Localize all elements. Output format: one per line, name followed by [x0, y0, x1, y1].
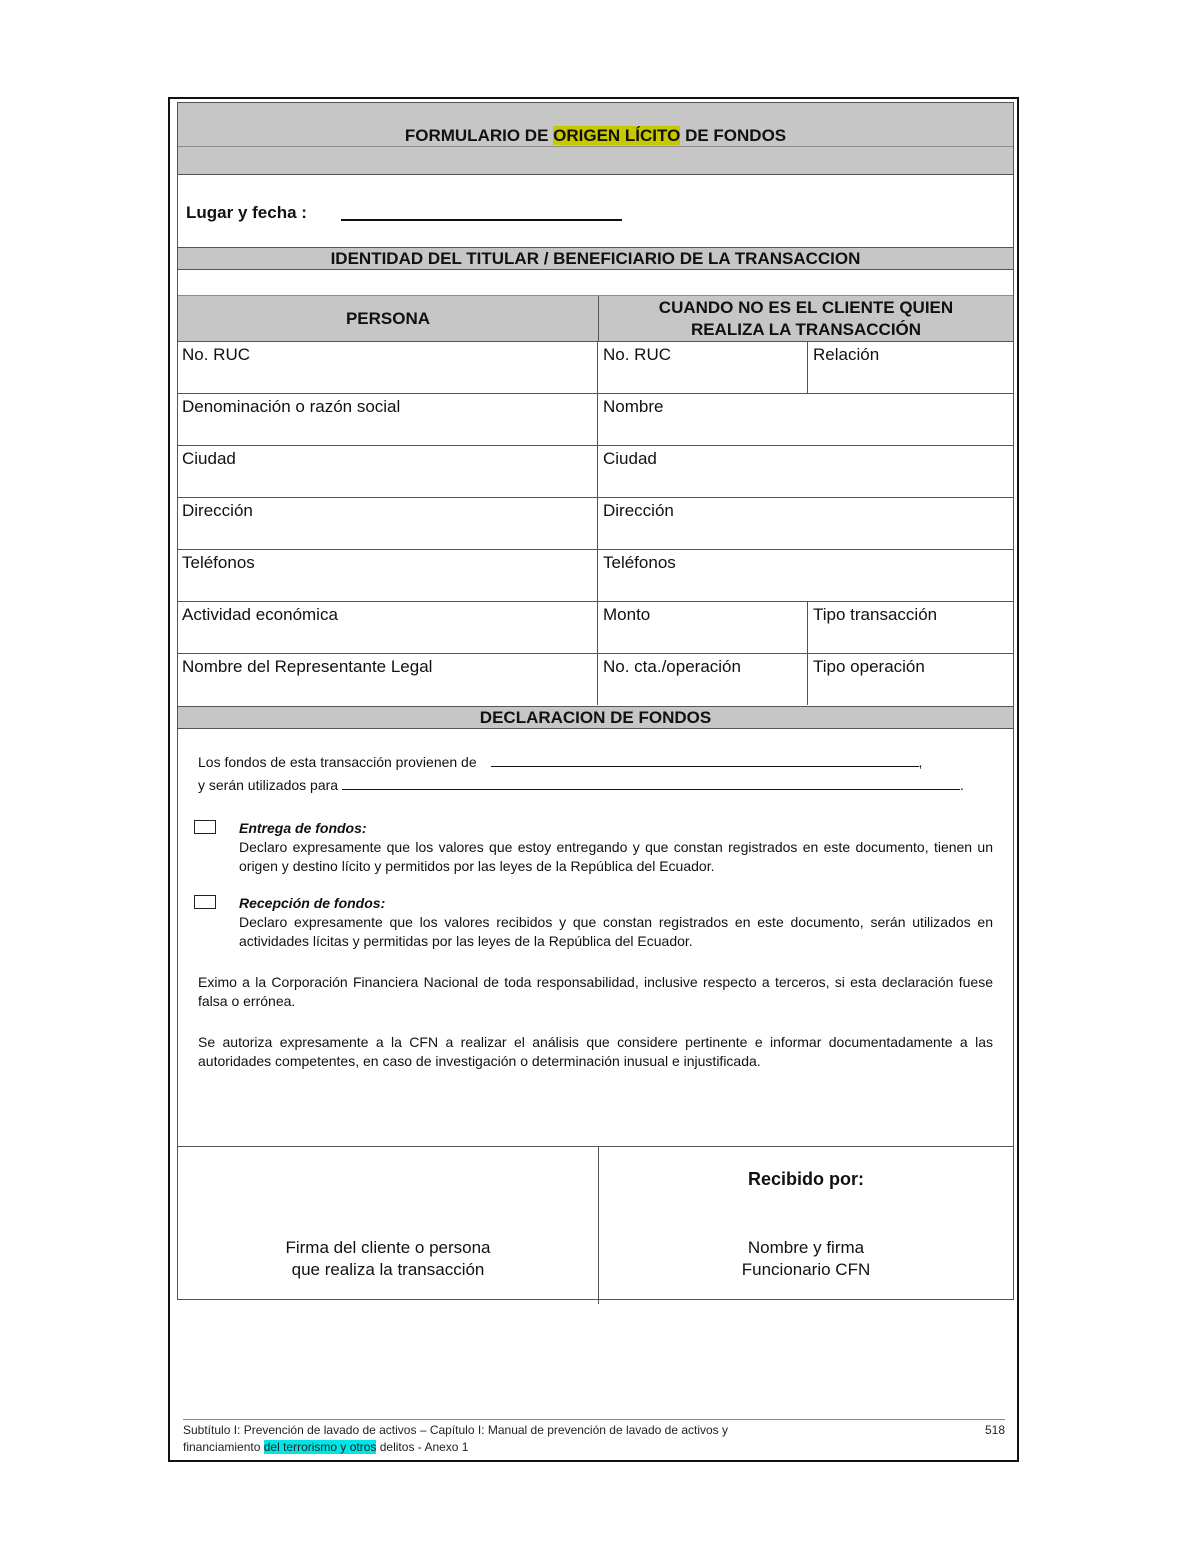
section-identidad: IDENTIDAD DEL TITULAR / BENEFICIARIO DE LA TRANSACCION [178, 247, 1013, 270]
field-ciudad-tercero[interactable]: Ciudad [603, 449, 657, 468]
form-frame [177, 102, 1014, 1300]
client-signature-box[interactable] [178, 1147, 599, 1304]
field-direccion-tercero[interactable]: Dirección [603, 501, 674, 520]
field-telefonos[interactable]: Teléfonos [178, 550, 598, 601]
field-tipo-transaccion[interactable]: Tipo transacción [813, 605, 938, 624]
recepcion-text: Declaro expresamente que los valores recibidos y que constan registrados en este documento, serán utilizados en actividades lícitas y permitidas por las leyes de la República del Ecuador. [239, 914, 993, 949]
entrega-title: Entrega de fondos: [239, 820, 367, 836]
grid-row [178, 341, 1013, 393]
field-monto[interactable]: Monto [599, 602, 808, 653]
lugar-fecha-label: Lugar y fecha : [186, 203, 307, 222]
form-page [168, 97, 1019, 1462]
grid-row [178, 601, 1013, 653]
field-ruc[interactable]: No. RUC [178, 342, 598, 393]
col-header-tercero: CUANDO NO ES EL CLIENTE QUIEN REALIZA LA TRANSACCIÓN [658, 298, 954, 339]
officer-signature-caption: Nombre y firma Funcionario CFN [741, 1238, 871, 1279]
recibido-label: Recibido por: [748, 1169, 864, 1189]
grid-header [178, 295, 1013, 342]
destino-line: y serán utilizados para . [198, 777, 964, 793]
field-ruc-tercero[interactable]: No. RUC [599, 342, 808, 393]
page-footer [183, 1419, 1005, 1456]
autoriza-paragraph: Se autoriza expresamente a la CFN a realizar el análisis que considere pertinente e informar documentadamente a las autoridades competentes, en caso de investigación o determinación inusual e injustificada. [198, 1034, 993, 1069]
field-direccion[interactable]: Dirección [178, 498, 598, 549]
identity-grid [178, 341, 1013, 706]
client-signature-caption: Firma del cliente o persona que realiza la transacción [285, 1238, 491, 1279]
recepcion-option [198, 894, 993, 951]
recepcion-title: Recepción de fondos: [239, 895, 386, 911]
entrega-checkbox[interactable] [194, 820, 216, 834]
recepcion-checkbox[interactable] [194, 895, 216, 909]
field-representante[interactable]: Nombre del Representante Legal [178, 654, 598, 705]
field-cuenta[interactable]: No. cta./operación [599, 654, 808, 705]
col-header-persona: PERSONA [178, 296, 599, 342]
declaration-body [198, 753, 993, 1071]
signature-area [178, 1146, 1013, 1304]
grid-row [178, 445, 1013, 497]
eximo-paragraph: Eximo a la Corporación Financiera Nacional de toda responsabilidad, inclusive respecto a terceros, si esta declaración fuese falsa o errónea. [198, 974, 993, 1009]
field-relacion[interactable]: Relación [813, 345, 880, 364]
title-highlight: ORIGEN LÍCITO [553, 126, 681, 145]
title-band [178, 147, 1013, 175]
officer-signature-box[interactable] [599, 1147, 1013, 1304]
entrega-option [198, 819, 993, 876]
lugar-fecha-input-line[interactable] [341, 219, 622, 221]
entrega-text: Declaro expresamente que los valores que estoy entregando y que constan registrados en este documento, tienen un origen y destino lícito y permitidos por las leyes de la República del Ecuador. [239, 839, 993, 874]
section-declaracion: DECLARACION DE FONDOS [178, 706, 1013, 729]
origen-line: Los fondos de esta transacción provienen de , [198, 754, 923, 770]
grid-row [178, 497, 1013, 549]
field-razon-social[interactable]: Denominación o razón social [178, 394, 598, 445]
field-tipo-operacion[interactable]: Tipo operación [813, 657, 925, 676]
origen-input-line[interactable] [491, 766, 919, 767]
grid-row [178, 393, 1013, 445]
field-telefonos-tercero[interactable]: Teléfonos [603, 553, 676, 572]
footer-line1: Subtítulo I: Prevención de lavado de activos – Capítulo I: Manual de prevención de lavado de activos y [183, 1423, 729, 1437]
field-ciudad[interactable]: Ciudad [178, 446, 598, 497]
footer-highlight: del terrorismo y otros [263, 1440, 377, 1454]
page-number: 518 [984, 1423, 1005, 1437]
grid-row [178, 653, 1013, 705]
field-actividad[interactable]: Actividad económica [178, 602, 598, 653]
footer-line2: financiamiento del terrorismo y otros delitos - Anexo 1 [183, 1440, 469, 1454]
grid-row [178, 549, 1013, 601]
field-nombre[interactable]: Nombre [603, 397, 664, 416]
destino-input-line[interactable] [342, 789, 960, 790]
form-title: FORMULARIO DE ORIGEN LÍCITO DE FONDOS [178, 103, 1013, 147]
